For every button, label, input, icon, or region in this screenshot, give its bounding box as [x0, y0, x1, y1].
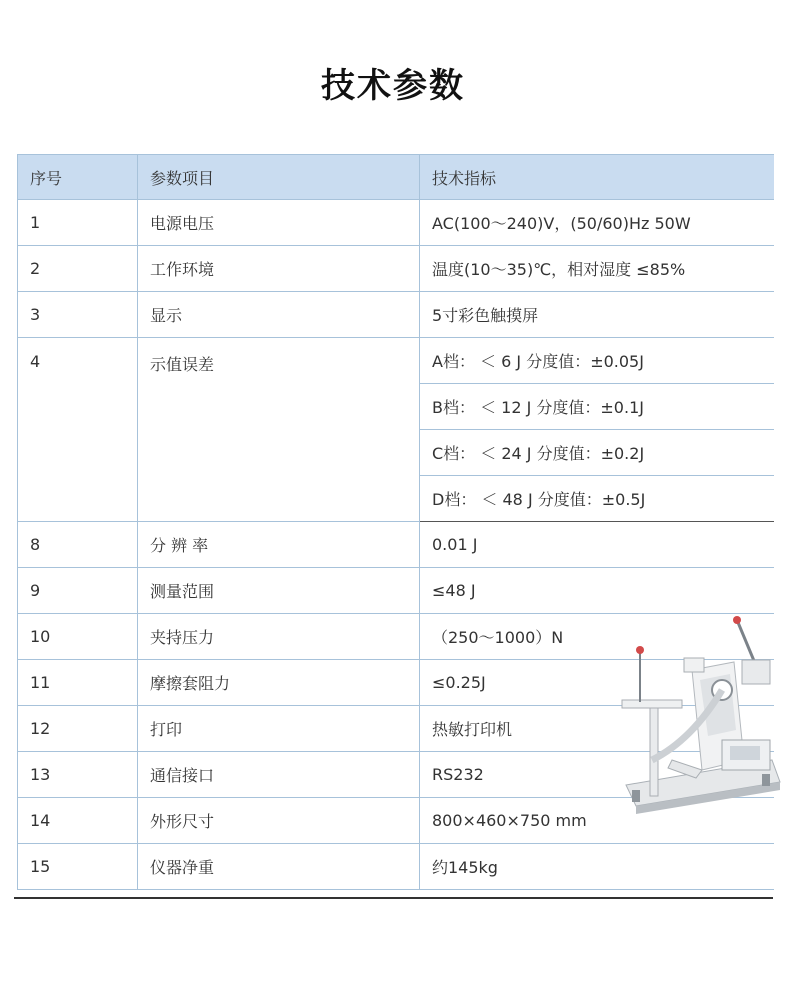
row-value: 800×460×750 mm — [420, 798, 774, 844]
header-item: 参数项目 — [138, 155, 420, 200]
row-item: 夹持压力 — [138, 614, 420, 660]
row-item: 打印 — [138, 706, 420, 752]
row-value: ≤0.25J — [420, 660, 774, 706]
row-item: 显示 — [138, 292, 420, 338]
row-no: 2 — [18, 246, 138, 292]
row-item: 外形尺寸 — [138, 798, 420, 844]
row-value: （250～1000）N — [420, 614, 774, 660]
header-value: 技术指标 — [420, 155, 774, 200]
row-no: 8 — [18, 522, 138, 568]
table-row — [18, 292, 774, 338]
table-row — [18, 568, 774, 614]
row-value-c: C档： ＜ 24 J 分度值：±0.2J — [420, 430, 774, 476]
row-value: AC(100～240)V，(50/60)Hz 50W — [420, 200, 774, 246]
table-row — [18, 844, 774, 890]
table-row — [18, 200, 774, 246]
row-item: 工作环境 — [138, 246, 420, 292]
pendulum-tester-photo — [612, 610, 792, 815]
bottom-divider — [14, 897, 773, 899]
row-value: 5寸彩色触摸屏 — [420, 292, 774, 338]
row-no: 12 — [18, 706, 138, 752]
page-title: 技术参数 — [321, 66, 465, 106]
row-value: 约145kg — [420, 844, 774, 890]
row-value-d: D档： ＜ 48 J 分度值：±0.5J — [420, 476, 774, 522]
row-item: 仪器净重 — [138, 844, 420, 890]
row-value: ≤48 J — [420, 568, 774, 614]
table-row — [18, 338, 774, 384]
row-item: 摩擦套阻力 — [138, 660, 420, 706]
row-no: 13 — [18, 752, 138, 798]
row-no: 3 — [18, 292, 138, 338]
row-no: 14 — [18, 798, 138, 844]
row-value-a: A档： ＜ 6 J 分度值：±0.05J — [420, 338, 774, 384]
row-no: 4 — [18, 338, 138, 522]
row-no: 10 — [18, 614, 138, 660]
table-row — [18, 246, 774, 292]
row-item: 分 辨 率 — [138, 522, 420, 568]
row-value: 温度(10～35)℃，相对湿度 ≤85% — [420, 246, 774, 292]
row-value: RS232 — [420, 752, 774, 798]
row-no: 15 — [18, 844, 138, 890]
row-value-b: B档： ＜ 12 J 分度值：±0.1J — [420, 384, 774, 430]
row-value: 0.01 J — [420, 522, 774, 568]
row-item: 电源电压 — [138, 200, 420, 246]
header-no: 序号 — [18, 155, 138, 200]
row-item: 通信接口 — [138, 752, 420, 798]
table-row — [18, 522, 774, 568]
table-header-row — [18, 155, 774, 200]
row-item: 测量范围 — [138, 568, 420, 614]
row-value: 热敏打印机 — [420, 706, 774, 752]
row-no: 9 — [18, 568, 138, 614]
row-item: 示值误差 — [138, 338, 420, 522]
row-no: 11 — [18, 660, 138, 706]
row-no: 1 — [18, 200, 138, 246]
